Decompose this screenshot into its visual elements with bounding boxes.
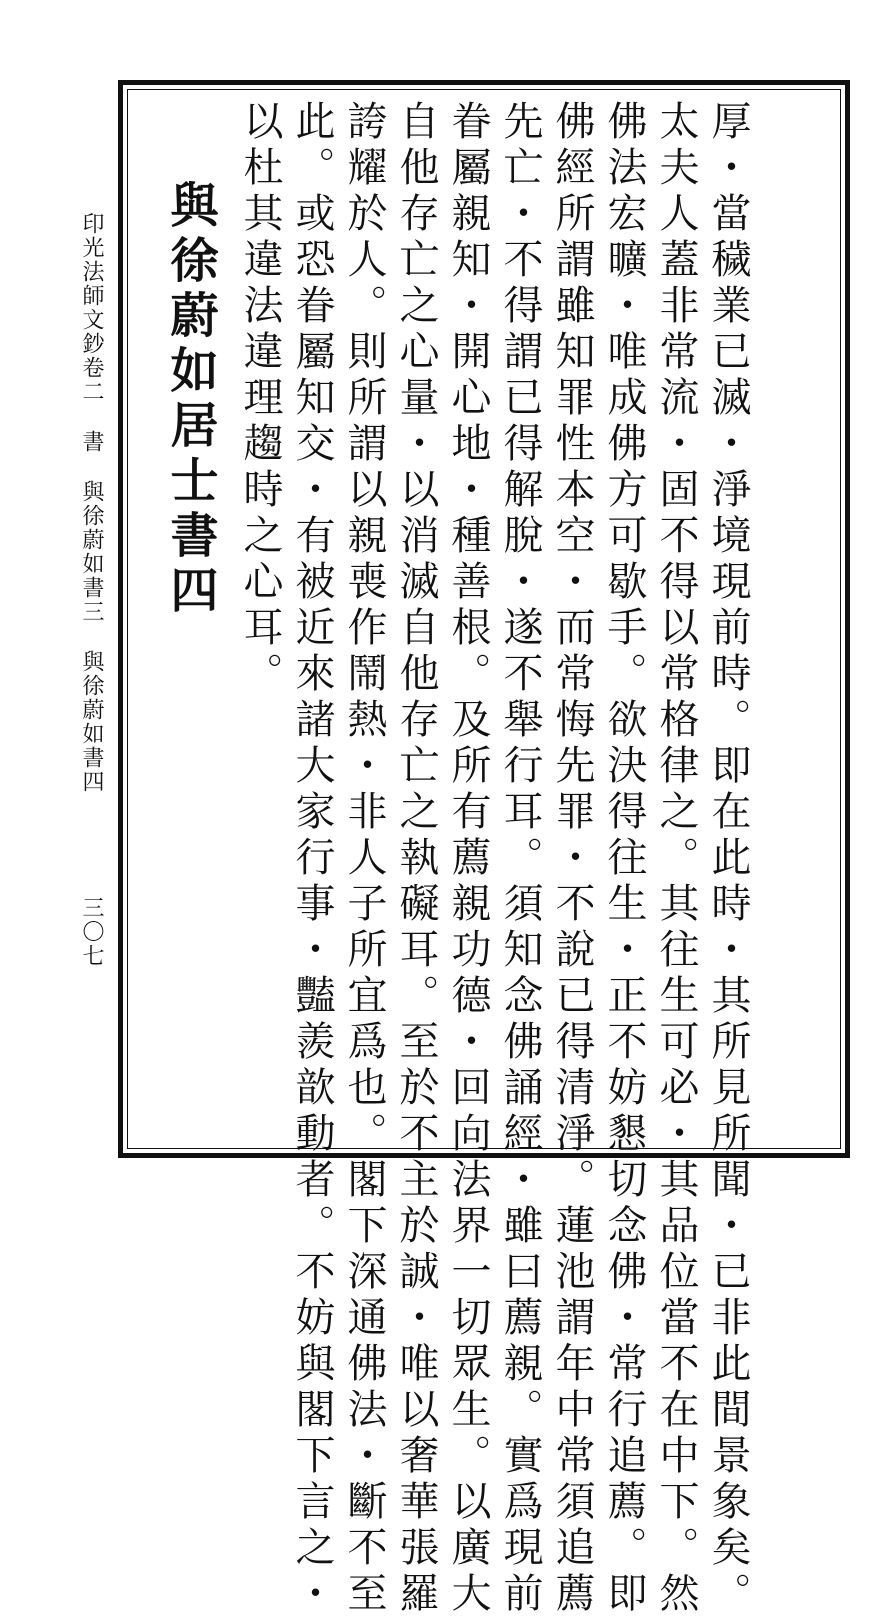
text-column-10: 以杜其違法違理趨時之心耳。 (237, 100, 283, 698)
text-column-2: 太夫人蓋非常流・固不得以常格律之。其往生可必・其品位當不在中下。然 (653, 100, 699, 1618)
letter-title: 與徐蔚如居士書四 (162, 180, 218, 620)
running-header-category: 書 (79, 430, 104, 454)
text-column-1: 厚・當穢業已滅・淨境現前時。即在此時・其所見所聞・已非此間景象矣。 (705, 100, 751, 1618)
running-header-current-letter: 與徐蔚如書四 (79, 650, 104, 794)
text-column-8: 誇耀於人。則所謂以親喪作鬧熱・非人子所宜爲也。閣下深通佛法・斷不至 (341, 100, 387, 1618)
running-header (80, 212, 102, 794)
text-column-9: 此。或恐眷屬知交・有被近來諸大家行事・豔羨歆動者。不妨與閣下言之・ (289, 100, 335, 1618)
text-column-6: 眷屬親知・開心地・種善根。及所有薦親功德・回向法界一切眾生。以廣大 (445, 100, 491, 1618)
text-column-7: 自他存亡之心量・以消滅自他存亡之執礙耳。至於不主於誠・唯以奢華張羅 (393, 100, 439, 1618)
text-column-5: 先亡・不得謂已得解脫・遂不舉行耳。須知念佛誦經・雖曰薦親。實爲現前 (497, 100, 543, 1618)
running-header-prev-letter: 與徐蔚如書三 (79, 480, 104, 624)
text-column-3: 佛法宏曠・唯成佛方可歇手。欲決得往生・正不妨懇切念佛・常行追薦。即 (601, 100, 647, 1618)
running-header-volume: 印光法師文鈔卷二 (79, 212, 104, 404)
text-column-4: 佛經所謂雖知罪性本空・而常悔先罪・不說已得清淨。蓮池謂年中常須追薦 (549, 100, 595, 1618)
page-number: 三〇七 (79, 896, 104, 968)
